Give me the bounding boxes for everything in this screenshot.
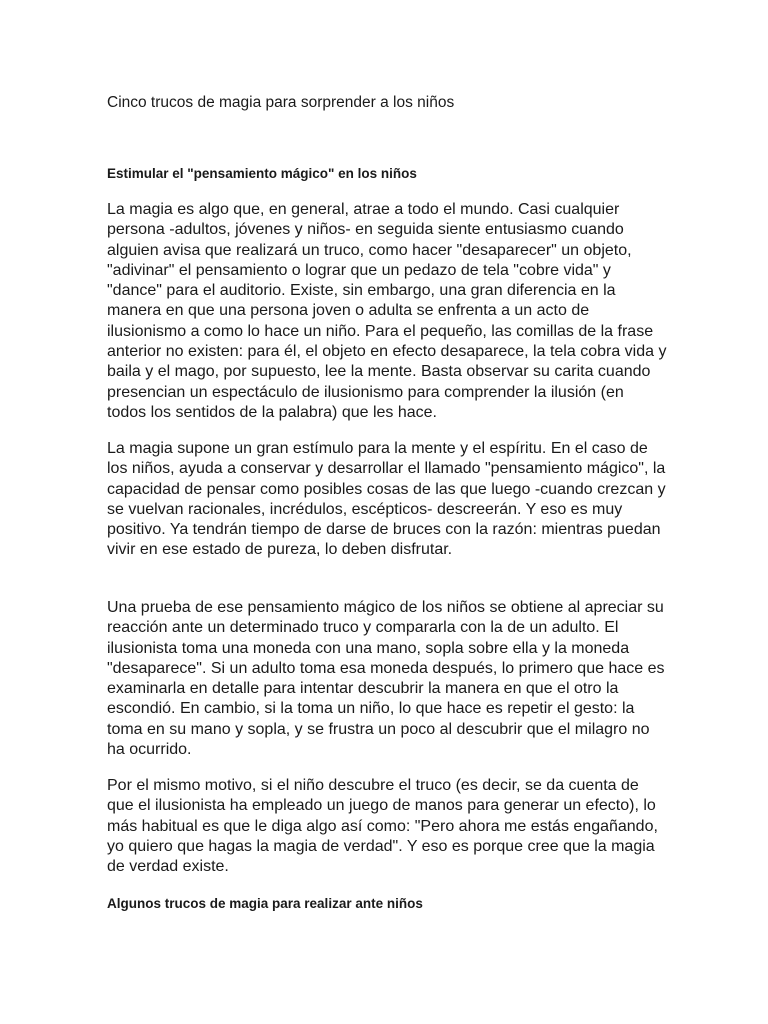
section-heading: Estimular el "pensamiento mágico" en los niños — [107, 166, 417, 181]
body-paragraph: La magia supone un gran estímulo para la mente y el espíritu. En el caso de los niños, ayuda a conservar y desarrollar el llamado "pensamiento mágico", la capacidad de pensar como posibles cosas de las que luego -cuando crezcan y se vuelvan racionales, incrédulos, escépticos- descreerán. Y eso es muy positivo. Ya tendrán tiempo de darse de bruces con la razón: mientras puedan vivir en ese estado de pureza, lo deben disfrutar. — [107, 440, 666, 559]
body-paragraph: Por el mismo motivo, si el niño descubre el truco (es decir, se da cuenta de que el ilusionista ha empleado un juego de manos para generar un efecto), lo más habitual es que le diga algo así como: "Pero ahora me estás engañando, yo quiero que hagas la magia de verdad". Y eso es porque cree que la magia de verdad existe. — [107, 777, 658, 876]
body-paragraph: La magia es algo que, en general, atrae a todo el mundo. Casi cualquier persona -adultos, jóvenes y niños- en seguida siente entusiasmo cuando alguien avisa que realizará un truco, como hacer "desaparecer" un objeto, "adivinar" el pensamiento o lograr que un pedazo de tela "cobre vida" y "dance" para el auditorio. Existe, sin embargo, una gran diferencia en la manera en que una persona joven o adulta se enfrenta a un acto de ilusionismo a como lo hace un niño. Para el pequeño, las comillas de la frase anterior no existen: para él, el objeto en efecto desaparece, la tela cobra vida y baila y el mago, por supuesto, lee la mente. Basta observar su carita cuando presencian un espectáculo de ilusionismo para comprender la ilusión (en todos los sentidos de la palabra) que les hace. — [107, 201, 667, 421]
body-paragraph: Una prueba de ese pensamiento mágico de los niños se obtiene al apreciar su reacción ante un determinado truco y compararla con la de un adulto. El ilusionista toma una moneda con una mano, sopla sobre ella y la moneda "desaparece". Si un adulto toma esa moneda después, lo primero que hace es examinarla en detalle para intentar descubrir la manera en que el otro la escondió. En cambio, si la toma un niño, lo que hace es repetir el gesto: la toma en su mano y sopla, y se frustra un poco al descubrir que el milagro no ha ocurrido. — [107, 599, 665, 759]
section-heading: Algunos trucos de magia para realizar ante niños — [107, 896, 423, 911]
document-title: Cinco trucos de magia para sorprender a los niños — [107, 94, 455, 111]
